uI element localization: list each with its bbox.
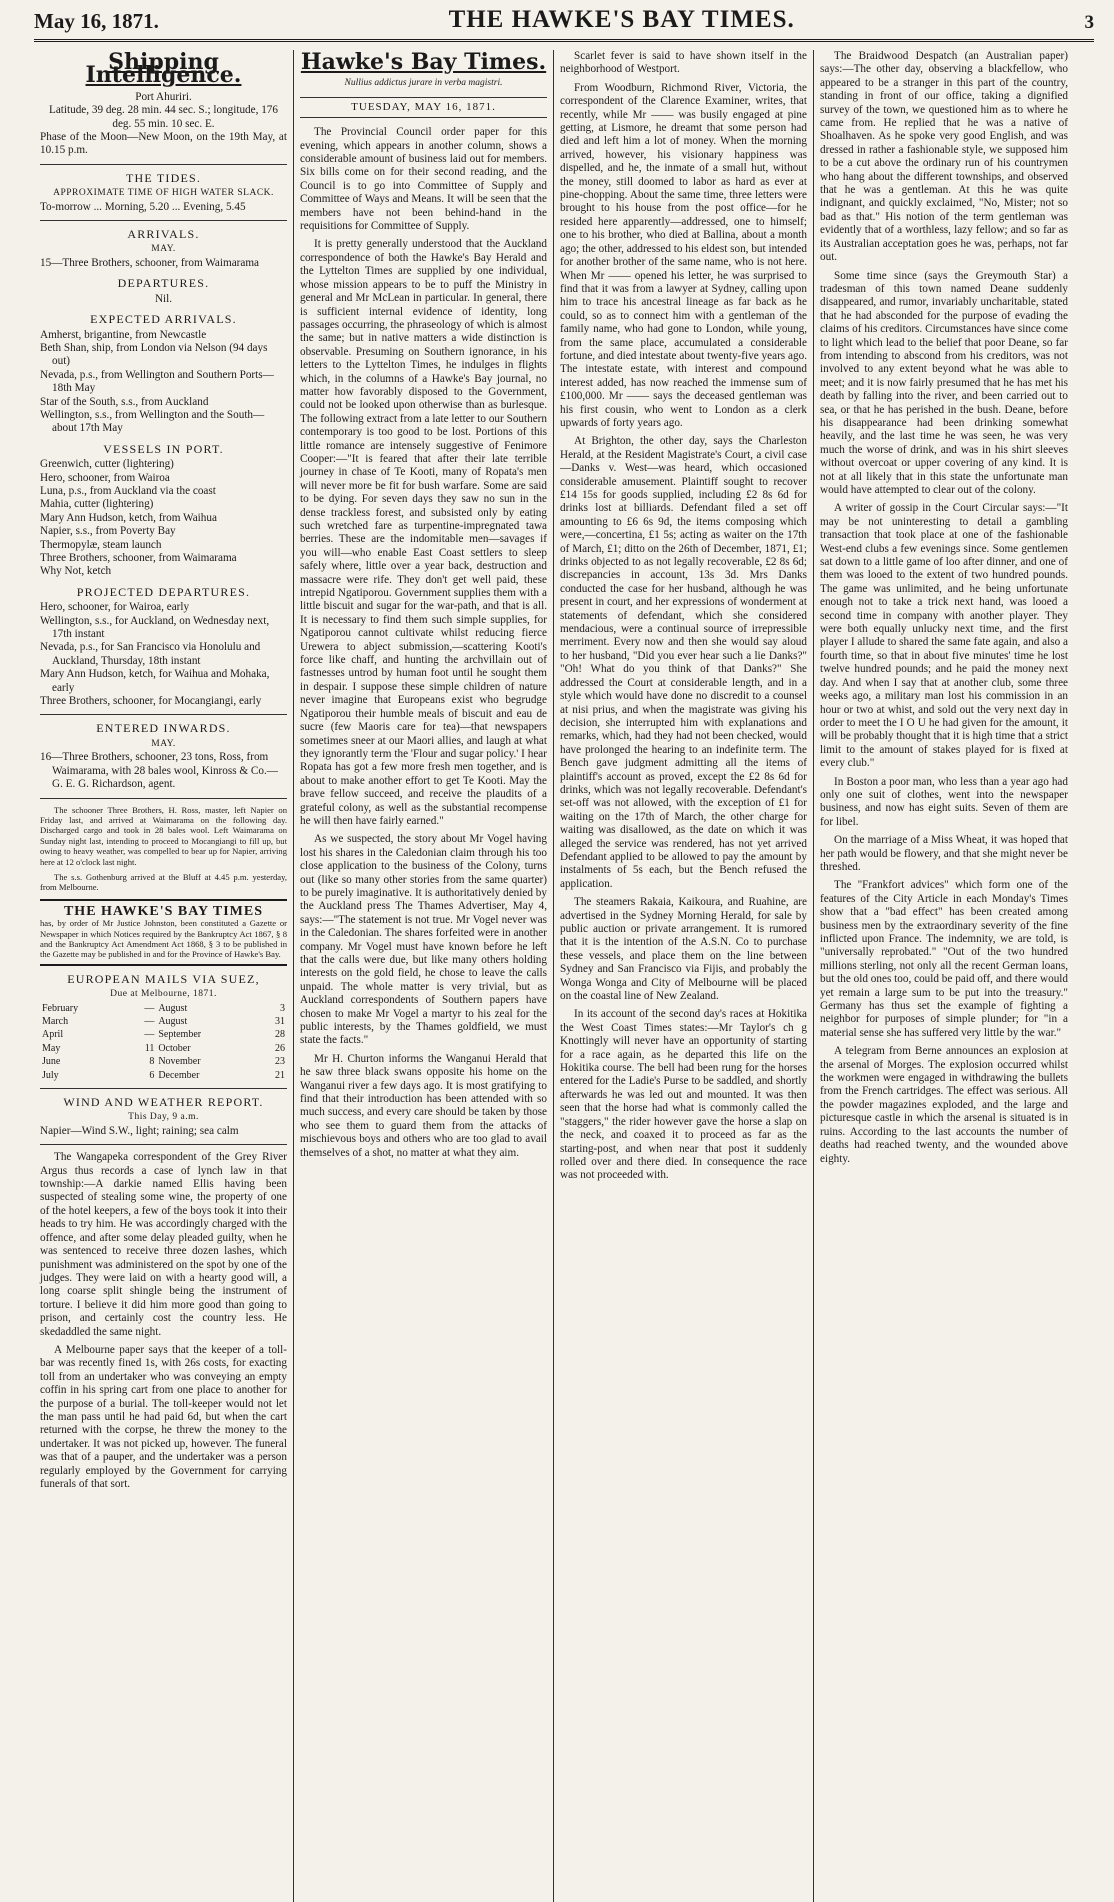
issue-date: May 16, 1871. — [34, 9, 159, 33]
column-editorial — [294, 50, 554, 1902]
list-item: 15—Three Brothers, schooner, from Waimarama — [40, 256, 260, 269]
expected-list — [40, 329, 287, 436]
divider — [40, 798, 287, 799]
port-name: Port Ahuriri. — [135, 90, 192, 103]
list-item: Wellington, s.s., for Auckland, on Wednesday next, 17th instant — [40, 614, 270, 641]
article-paragraph: The Wangapeka correspondent of the Grey River Argus thus records a case of lynch law in that township:—A darkie named Ellis having been suspected of stealing some wine, the property of one of the hotel keepers, a few of the boys took it into their heads to try him. He was accordingly charged with the offence, and after some delay pleaded guilty, when he was sentenced to receive three dozen lashes, which punishment was administered on the spot by one of the judges. They were laid on with a hearty good will, a long coarse split shingle being the instrument of torture. I believe it did him more good than going to prison, and certainly cost the country less. He skedaddled the same night. — [40, 1151, 287, 1338]
column-news-3 — [554, 50, 814, 1902]
divider — [40, 220, 287, 221]
mails-title: EUROPEAN MAILS VIA SUEZ, — [67, 971, 260, 986]
divider — [40, 1144, 287, 1145]
article-paragraph: A writer of gossip in the Court Circular says:—"It may be not uninteresting to detail a gambling transaction that took place at one of the fashionable West-end clubs a few evenings since. Some gentlemen sat down to a little game of loo after dinner, and one of them was looed to the extent of two hundred pounds. The game was unlimited, and he being unfortunate enough not to take a trick next hand, was looed a second time in company with another player. They were both equally unlucky next time, and the first player I allude to shared the same fate again, and also a fourth time, so that in about five minutes' time he lost twelve hundred pounds; and he paid the money next day. And when I say that at another club, some three weeks ago, a military man lost his commission in an hour or two at whist, and sold out the very next day in order to meet the I O U he had given for the amount, it will be probably thought that it is high time that a strict limit to the amount of stakes played for is fixed at every club." — [820, 502, 1068, 770]
expected-title: EXPECTED ARRIVALS. — [90, 312, 237, 327]
list-item: Thermopylæ, steam launch — [40, 538, 162, 551]
list-item: Wellington, s.s., from Wellington and the South—about 17th May — [40, 408, 265, 435]
tides-title: THE TIDES. — [125, 170, 202, 185]
article-paragraph: A telegram from Berne announces an explosion at the arsenal of Morges. The explosion occurred whilst the workmen were engaged in withdrawing the bullets from the French cartridges. The effect was serious. All the powder magazines exploded, and the large and picturesque castle in which the arsenal is situated is in ruins. According to the last accounts the number of deaths had reached twenty, and the wounded above eighty. — [820, 1045, 1068, 1165]
list-item: Why Not, ketch — [40, 565, 112, 578]
article-paragraph: From Woodburn, Richmond River, Victoria, the correspondent of the Clarence Examiner, writes, that recently, while Mr —— was busily engaged at pine getting, at Lismore, he dreamt that some person had died and left him a lot of money. When the morning arrived, however, his visionary happiness was dispelled, and he, the inmate of a small hut, without the money, still doomed to labor as hard as ever at pine-chopping. About the same time, three letters were brought to his house from the post office—for he resided here apparently—addressed, one to himself; one to his brother, who died at Ballina, about a month ago; the other, addressed to his eldest son, but intended for another brother of the same name, who is not here. When Mr —— opened his letter, he was surprised to find that it was from a lawyer at Sydney, calling upon him to trace his ancestral lineage as far back as he could, so as to connect him with a gentleman of the family name, who had gone to London, while young, from the same place, accumulated a considerable fortune, and died intestate about twenty-five years ago. The intestate estate, with interest and compound interest added, has now reached the immense sum of £100,000. Mr —— says the deceased gentleman was his first cousin, who went to London as a clerk upwards of forty years ago. — [560, 81, 807, 429]
columns — [34, 50, 1094, 1902]
list-item: Hero, schooner, from Wairoa — [40, 471, 170, 484]
table-row: July 6 December 21 — [42, 1069, 285, 1081]
list-item: Greenwich, cutter (lightering) — [40, 458, 174, 471]
mails-subtitle: Due at Melbourne, 1871. — [110, 989, 217, 1000]
editorial-heading: Hawke's Bay Times. — [300, 50, 547, 75]
dateline: TUESDAY, MAY 16, 1871. — [300, 97, 547, 118]
article-paragraph: The Provincial Council order paper for this evening, which appears in another column, shows a considerable amount of business laid out for members. Six bills come on for their second reading, and the Council is to go into Committee of Supply and Committee of Ways and Means. It will be seen that the members have not been behind-hand in the requisitions for Committee of Supply. — [300, 126, 547, 233]
vessels-title: VESSELS IN PORT. — [103, 441, 224, 456]
weather-subtitle: This Day, 9 a.m. — [128, 1112, 199, 1123]
list-item: 16—Three Brothers, schooner, 23 tons, Ross, from Waimarama, with 28 bales wool, Kinross & Co.—G. E. G. Richardson, agent. — [40, 751, 278, 791]
list-item: Mary Ann Hudson, ketch, from Waihua — [40, 511, 217, 524]
masthead — [34, 6, 1094, 42]
page-number: 3 — [1084, 12, 1094, 33]
tides-line: To-morrow ... Morning, 5.20 ... Evening, 5.45 — [40, 200, 246, 213]
article-paragraph: The steamers Rakaia, Kaikoura, and Ruahine, are advertised in the Sydney Morning Herald, for sale by public auction or private arrangement. It is rumored that it is the intention of the A.S.N. Co to purchase these vessels, and place them on the line between Sydney and San Francisco via Fijis, and probably the Wonga Wonga and City of Melbourne will be placed on the coastal line of New Zealand. — [560, 896, 807, 1003]
arrivals-list — [40, 257, 287, 270]
article-paragraph: As we suspected, the story about Mr Vogel having lost his shares in the Caledonian claim through his too close application to the business of the Colony, turns out (like so many other stories from the same quarter) to be purely imaginative. It is authoritatively denied by the Auckland press The Thames Advertiser, May 4, says:—"The statement is not true. Mr Vogel never was in the Caledonian. The shares forfeited were in another company. Mr Vogel must have known before he left that the calls were due, but like many others holding interests on the gold field, he chose to leave the calls unpaid. The whole matter is very trivial, but as Auckland correspondents of Southern papers have chosen to make Mr Vogel a martyr to his zeal for the public interests, by the Thames goldfield, we must state the facts." — [300, 833, 547, 1047]
table-row: February — August 3 — [42, 1002, 285, 1014]
arrivals-title: ARRIVALS. — [127, 227, 200, 242]
list-item: Nevada, p.s., from Wellington and Southern Ports—18th May — [40, 368, 274, 395]
article-paragraph: Mr H. Churton informs the Wanganui Herald that he saw three black swans opposite his home on the Wanganui river a few days ago. It is most gratifying to find that their introduction has been attended with so much success, and every care should be taken by those who see them to guard them from the attacks of mischievous boys and others who are too glad to avail themselves of a shot, no matter at what they aim. — [300, 1052, 547, 1159]
list-item: Mary Ann Hudson, ketch, for Waihua and Mohaka, early — [40, 668, 270, 694]
moon-phase: Phase of the Moon—New Moon, on the 19th May, at 10.15 p.m. — [40, 131, 287, 157]
mails-table — [40, 1002, 287, 1082]
port-coordinates: Latitude, 39 deg. 28 min. 44 sec. S.; longitude, 176 deg. 55 min. 10 sec. E. — [48, 104, 278, 130]
list-item: Hero, schooner, for Wairoa, early — [40, 601, 190, 614]
list-item: Amherst, brigantine, from Newcastle — [40, 328, 207, 341]
article-paragraph: A Melbourne paper says that the keeper of a toll-bar was recently fined 1s, with 26s costs, for exacting toll from an undertaker who was conveying an empty coffin in his spring cart from one place to another for the purpose of a burial. The toll-keeper would not let the man pass until he had paid 6d, but when the cart returned with the corpse, he threw the money to the undertaker. It was not picked up, however. The funeral was that of a pauper, and the undertaker was a person regularly employed by the Government for carrying funerals of that sort. — [40, 1343, 287, 1490]
gazette-notice — [40, 899, 287, 966]
table-row: April — September 28 — [42, 1029, 285, 1041]
list-item: Nevada, p.s., for San Francisco via Honolulu and Auckland, Thursday, 18th instant — [40, 641, 261, 667]
motto: Nullius addictus jurare in verba magistri. — [344, 78, 503, 89]
table-row: May 11 October 26 — [42, 1042, 285, 1054]
entered-list — [40, 751, 287, 791]
table-row: March — August 31 — [42, 1016, 285, 1027]
departures-nil: Nil. — [154, 292, 173, 305]
weather-report: Napier—Wind S.W., light; raining; sea calm — [40, 1124, 239, 1137]
entered-month: MAY. — [151, 738, 176, 749]
list-item: Three Brothers, schooner, from Waimarama — [40, 552, 237, 564]
projected-list — [40, 601, 287, 708]
newspaper-title: THE HAWKE'S BAY TIMES. — [448, 6, 795, 33]
list-item: Star of the South, s.s., from Auckland — [40, 395, 209, 408]
list-item: Mahia, cutter (lightering) — [40, 498, 154, 511]
article-paragraph: Some time since (says the Greymouth Star) a tradesman of this town named Deane suddenly disappeared, and rumor, invariably uncharitable, stated that he had absconded for the purpose of evading the claims of his creditors. Circumstances have since come to light which lead to the belief that poor Deane, so far from intending to abscond from his creditors, was not involved to any extent beyond what he was able to meet; and it is now fairly presumed that he has met his death by falling into the river, and been carried out to sea, or that he has perished in the bush. Deane, before his disappearance had been drinking somewhat heavily, and the last time he was seen, he was very much the worse of drink, and was in his shirt sleeves without overcoat or upper covering of any kind. It is not at all likely that in this state the unfortunate man would have attempted to clear out of the colony. — [820, 269, 1068, 496]
shipping-heading: Shipping Intelligence. — [85, 50, 242, 89]
entered-title: ENTERED INWARDS. — [96, 721, 231, 736]
shipping-notice: The schooner Three Brothers, H. Ross, master, left Napier on Friday last, and arrived at Waimarama on the following day. Discharged cargo and took in 28 bales wool. Left Waimarama on Sunday night last, intending to proceed to Mocangiangi to fill up, but owing to heavy weather, was compelled to bear up for Napier, arriving here at 12 o'clock last night. — [40, 804, 287, 867]
gazette-text: has, by order of Mr Justice Johnston, been constituted a Gazette or Newspaper in which Notices required by the Bankruptcy Act 1867, § 8 and the Bankruptcy Act Amendment Act 1868, § 3 to be published in the Gazette may be published in and for the Province of Hawke's Bay. — [40, 918, 287, 960]
shipping-notice: The s.s. Gothenburg arrived at the Bluff at 4.45 p.m. yesterday, from Melbourne. — [40, 871, 287, 893]
gazette-title: THE HAWKE'S BAY TIMES — [63, 903, 264, 919]
projected-title: PROJECTED DEPARTURES. — [76, 584, 251, 599]
article-paragraph: It is pretty generally understood that the Auckland correspondence of both the Hawke's Bay Herald and the Lyttelton Times are supplied by one individual, whose mission appears to be to puff the Ministry in general and Mr McLean in particular. In general, there is sufficient internal evidence of identity, long passages occurring, the phraseology of which is almost the same; but in native matters a wide distinction is observable. Presuming on Southern ignorance, in his letters to the Lyttelton Times, he indulges in flights which, in the columns of a Hawke's Bay journal, no matter how favorably disposed to the Government, could not be looked upon otherwise than as burlesque. The following extract from a late letter to our Southern contemporary is too good to be lost. Portions of this little romance are intensely suggestive of Fenimore Cooper:—"It is feared that after their late terrible journey in chase of Te Kooti, many of Ropata's men will never more be fit for bush warfare. Some are said to be dying. For seven days they saw no sun in the dense trackless forest, and subsisted only by eating such wretched fare as turpentine-impregnated tawa berries. These are the indomitable men—savages if you will—who enable East Coast settlers to sleep safely where, little over a year back, destruction and massacre were rife. They don't get well paid, these intrepid Ngatiporou. Government supplies them with a little biscuit and sugar for the war-path, and that is all. It is necessary to find them such simple supplies, for Ngatiporou cannot cultivate whilst reducing fierce Urewera to abject submission,—scattering Kooti's force like chaff, and hunting the archvillain out of fastnesses untrod by human foot until he sought them in despair. I suppose these simple children of nature never imagine that Europeans exist who begrudge Ngatiporou their humble meals of biscuit and eau de sucre (few Maoris care for tea)—that newspapers sometimes sneer at our Maori allies, and laugh at what they ignorantly term the 'Flour and sugar policy.' I hear Ropata has got a few more fresh men together, and is about to make another effort to get Te Kooti. May the brave fellow succeed, and receive the plaudits of a grateful colony, as well as the substantial recompense he will then have fairly earned." — [300, 238, 547, 827]
article-paragraph: At Brighton, the other day, says the Charleston Herald, at the Resident Magistrate's Court, a civil case—Danks v. West—was heard, which occasioned considerable amusement. Plaintiff sought to recover £14 15s for goods supplied, including £2 8s 6d for drinks lost at billiards. Defendant filed a set off amounting to £6 6s 9d, the items composing which were,—concertina, £1 5s; acting as waiter on the 17th of March, £1; ditto on the 26th of December, 1871, £1; drinks objected to as not legally recoverable, £2 8s 6d; discrepancies in account, 13s 3d. Mrs Danks conducted the case for her husband, although he was present in court, and her expressions of wonderment at statements of defendant, which she considered mendacious, were a continual source of irrepressible merriment. Every now and then she would say aloud to her husband, "Did you ever hear such a lie Danks?" "Oh! What do you think of that Danks?" She addressed the Court at considerable length, and in a style which would have done no discredit to a counsel at nisi prius, and when the magistrate was giving his decision, she interrupted him with explanations and remarks, which, had they had not been checked, would have prolonged the hearing to an indefinite term. The Bench gave judgment admitting all the items of plaintiff's account as proved, except the £2 8s 6d for drinks, which was not legally recoverable. Defendant's set-off was not allowed, with the exception of £1 for waiting on the 17th of March, the other charge for waiting was disallowed, as the date on which it was alleged the service was rendered, has not yet arrived Defendant applied to be allowed to pay the amount by instalments of 5s each, but the Bench refused the application. — [560, 435, 807, 890]
divider — [40, 1088, 287, 1089]
divider — [40, 714, 287, 715]
arrivals-month: MAY. — [151, 244, 176, 255]
article-paragraph: In Boston a poor man, who less than a year ago had only one suit of clothes, went into the newspaper business, and now has eight suits. Seven of them are for libel. — [820, 775, 1068, 828]
article-paragraph: The Braidwood Despatch (an Australian paper) says:—The other day, observing a blackfellow, who appeared to be a stranger in this part of the country, standing in front of our office, taking a dignified survey of the town, we questioned him as to where he came from. He replied that he was a native of Shoalhaven. As he spoke very good English, and was dressed in rather a fashionable style, we supposed him to be a cut above the ordinary run of his countrymen who hang about the different townships, and observed that he was a gentleman. At this he was quite indignant, and quickly exclaimed, "No, Mister; not so bad as that." His notion of the term gentleman was evidently that of a worthless, lazy fellow; and so far as its Australian acceptation goes he was, perhaps, not far out. — [820, 50, 1068, 264]
weather-title: WIND AND WEATHER REPORT. — [63, 1095, 264, 1110]
article-paragraph: The "Frankfort advices" which form one of the features of the City Article in each Monday's Times show that a "bad effect" has been created among business men by the extraordinary severity of the fine inflicted upon France. The indemnity, we are told, is "universally reprobated." "Out of the two hundred millions sterling, not only all the recent German loans, but the old ones too, could be paid off, and there would yet remain a large sum to be put into the treasury." Germany has thus set the example of fighting a neighbor for purposes of simple plunder; for "in a material sense she has suffered very little by the war." — [820, 879, 1068, 1039]
tides-subtitle: APPROXIMATE TIME OF HIGH WATER SLACK. — [53, 188, 274, 199]
departures-title: DEPARTURES. — [117, 276, 210, 291]
article-paragraph: In its account of the second day's races at Hokitika the West Coast Times states:—Mr Taylor's ch g Knottingly will never have an opportunity of starting for a race again, as he departed this life on the Hokitika course. The bell had been rung for the horses entered for the Ladie's Purse to be saddled, and shortly afterwards he was led out and mounted. It was then seen that the horse had what is commonly called the "staggers," the rider however gave the horse a slap on the neck, and coaxed it to proceed as far as the starting-post, and when near that post it suddenly rolled over and there died. In consequence the race was not proceeded with. — [560, 1008, 807, 1182]
list-item: Three Brothers, schooner, for Mocangiangi, early — [40, 695, 262, 708]
vessels-list — [40, 458, 287, 579]
table-row: June 8 November 23 — [42, 1056, 285, 1068]
article-paragraph: On the marriage of a Miss Wheat, it was hoped that her path would be flowery, and that she might never be threshed. — [820, 834, 1068, 873]
list-item: Beth Shan, ship, from London via Nelson (94 days out) — [40, 341, 268, 368]
article-paragraph: Scarlet fever is said to have shown itself in the neighborhood of Westport. — [560, 50, 807, 76]
column-shipping — [34, 50, 294, 1902]
divider — [40, 164, 287, 165]
list-item: Napier, s.s., from Poverty Bay — [40, 525, 176, 538]
column-news-4 — [814, 50, 1074, 1902]
list-item: Luna, p.s., from Auckland via the coast — [40, 484, 216, 497]
